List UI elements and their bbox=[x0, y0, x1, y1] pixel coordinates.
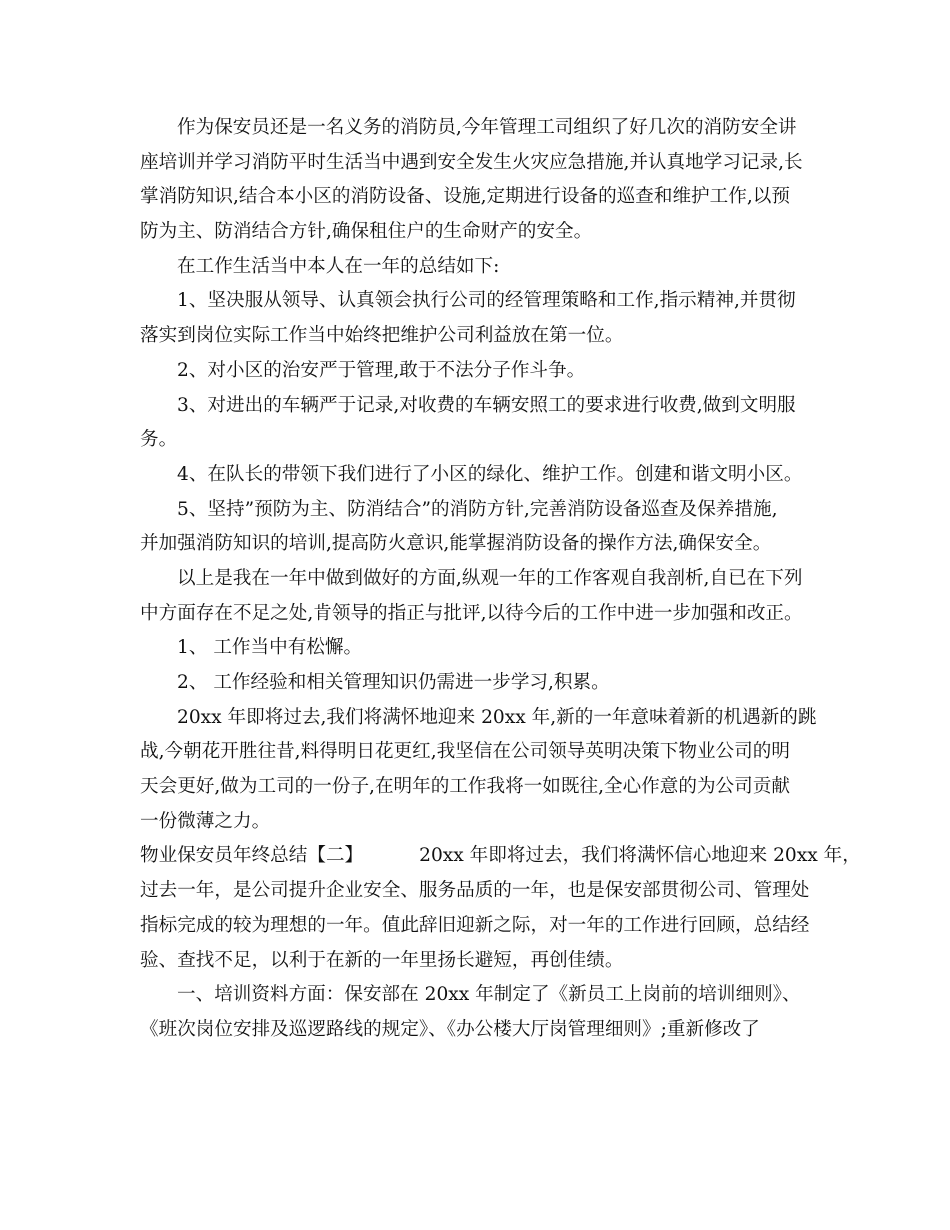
list-item-line: 2、 工作经验和相关管理知识仍需进一步学习,积累。 bbox=[177, 672, 610, 693]
list-item-line: 并加强消防知识的培训,提高防火意识,能掌握消防设备的操作方法,确保安全。 bbox=[140, 533, 772, 555]
paragraph-line: 在工作生活当中本人在一年的总结如下: bbox=[177, 255, 500, 277]
list-item-line: 2、对小区的治安严于管理,敢于不法分子作斗争。 bbox=[177, 359, 586, 381]
paragraph-line: 一、培训资料方面：保安部在 20xx 年制定了《新员工上岗前的培训细则》、 bbox=[177, 984, 801, 1006]
section-heading-line bbox=[140, 839, 861, 874]
paragraph-line: 《班次岗位安排及巡逻路线的规定》、《办公楼大厅岗管理细则》;重新修改了 bbox=[140, 1018, 760, 1040]
paragraph-line: 验、查找不足，以利于在新的一年里扬长避短，再创佳绩。 bbox=[140, 949, 624, 971]
document-page bbox=[140, 111, 861, 1048]
list-item-line: 落实到岗位实际工作当中始终把维护公司利益放在第一位。 bbox=[140, 325, 624, 347]
list-item-line: 3、对进出的车辆严于记录,对收费的车辆安照工的要求进行收费,做到文明服 bbox=[177, 394, 796, 416]
list-item-line: 4、在队长的带领下我们进行了小区的绿化、维护工作。创建和谐文明小区。 bbox=[177, 463, 803, 485]
paragraph-line: 天会更好,做为工司的一份子,在明年的工作我将一如既往,全心作意的为公司贡献 bbox=[140, 776, 790, 798]
list-item-line: 务。 bbox=[140, 429, 178, 451]
paragraph-line: 作为保安员还是一名义务的消防员,今年管理工司组织了好几次的消防安全讲 bbox=[177, 117, 797, 138]
paragraph-line: 20xx 年即将过去,我们将满怀地迎来 20xx 年,新的一年意味着新的机遇新的跳 bbox=[177, 706, 817, 728]
paragraph-line: 座培训并学习消防平时生活当中遇到安全发生火灾应急措施,并认真地学习记录,长 bbox=[140, 151, 803, 173]
list-item-line: 5、坚持”预防为主、防消结合”的消防方针,完善消防设备巡查及保养措施, bbox=[177, 498, 778, 520]
paragraph-line: 一份微薄之力。 bbox=[140, 810, 271, 832]
list-item-line: 1、坚决服从领导、认真领会执行公司的经管理策略和工作,指示精神,并贯彻 bbox=[177, 290, 796, 312]
paragraph-line: 掌消防知识,结合本小区的消防设备、设施,定期进行设备的巡查和维护工作,以预 bbox=[140, 186, 790, 208]
paragraph-line: 以上是我在一年中做到做好的方面,纵观一年的工作客观自我剖析,自已在下列 bbox=[177, 567, 803, 589]
section-first-text: 20xx 年即将过去，我们将满怀信心地迎来 20xx 年， bbox=[419, 845, 861, 867]
section-heading: 物业保安员年终总结【二】 bbox=[140, 845, 364, 867]
paragraph-line: 战,今朝花开胜往昔,料得明日花更红,我坚信在公司领导英明决策下物业公司的明 bbox=[140, 741, 790, 763]
paragraph-line: 防为主、防消结合方针,确保租住户的生命财产的安全。 bbox=[140, 221, 593, 243]
list-item-line: 1、 工作当中有松懈。 bbox=[177, 637, 363, 659]
paragraph-line: 中方面存在不足之处,肯领导的指正与批评,以待今后的工作中进一步加强和改正。 bbox=[140, 602, 803, 624]
paragraph-line: 指标完成的较为理想的一年。值此辞旧迎新之际，对一年的工作进行回顾，总结经 bbox=[140, 914, 810, 936]
paragraph-line: 过去一年，是公司提升企业安全、服务品质的一年，也是保安部贯彻公司、管理处 bbox=[140, 880, 810, 902]
